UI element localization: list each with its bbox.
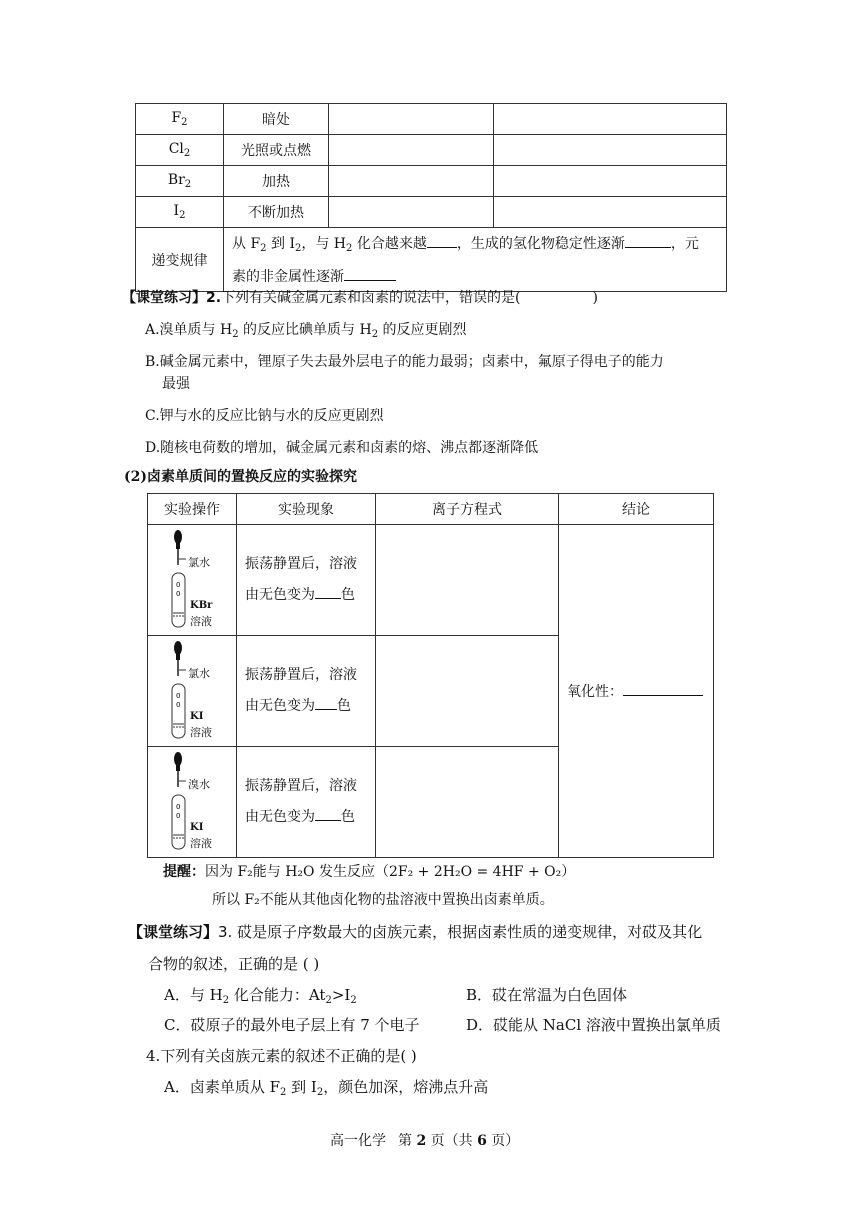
equation-cell (376, 747, 559, 858)
svg-text:0: 0 (176, 590, 181, 598)
solution-label: KBr (190, 600, 213, 611)
reagent-label: 氯水 (188, 556, 210, 569)
option-c: C．砹原子的最外电子层上有 7 个电子 (164, 1016, 420, 1034)
apparatus-cell (148, 525, 237, 636)
element-cell: $F_2$ (136, 104, 224, 135)
option-b: B.碱金属元素中，锂原子失去最外层电子的能力最弱；卤素中，氟原子得电子的能力 (145, 354, 664, 370)
exercise-3-question-cont: 合物的叙述，正确的是 ( ) (148, 955, 320, 973)
answer-blank[interactable] (625, 235, 671, 248)
element-cell: $Cl_2$ (136, 135, 224, 166)
svg-text:0: 0 (176, 692, 181, 700)
law-row (136, 228, 727, 292)
option-d: D.随核电荷数的增加，碱金属元素和卤素的熔、沸点都逐渐降低 (145, 440, 539, 456)
apparatus-cell (148, 747, 237, 858)
empty-cell (494, 104, 727, 135)
answer-blank[interactable] (427, 235, 457, 248)
empty-cell (329, 197, 494, 228)
table-row (136, 166, 727, 197)
option-a: A．卤素单质从 $F_2$ 到 $I_2$，颜色加深，熔沸点升高 (164, 1078, 489, 1098)
empty-cell (329, 104, 494, 135)
element-cell: $I_2$ (136, 197, 224, 228)
exercise-2-question: 【课堂练习】2.下列有关碱金属元素和卤素的说法中，错误的是( ) (122, 290, 598, 306)
apparatus-cell (148, 636, 237, 747)
table-header-row (148, 494, 714, 525)
table-row (136, 197, 727, 228)
empty-cell (494, 197, 727, 228)
phenomenon-cell: 振荡静置后，溶液 由无色变为 色 (237, 636, 376, 747)
equation-cell (376, 525, 559, 636)
solution-label: 溶液 (190, 726, 212, 739)
header-cell: 实验现象 (237, 494, 376, 525)
reagent-label: 氯水 (188, 667, 210, 680)
answer-blank[interactable] (315, 808, 341, 821)
option-d: D．砹能从 NaCl 溶液中置换出氯单质 (466, 1016, 721, 1034)
answer-blank[interactable] (344, 268, 396, 281)
halogen-h2-table (135, 103, 727, 292)
option-b: B．砹在常温为白色固体 (466, 986, 628, 1004)
table-row (136, 104, 727, 135)
equation-cell (376, 636, 559, 747)
option-b-cont: 最强 (162, 376, 190, 392)
svg-text:0: 0 (176, 803, 181, 811)
condition-cell: 不断加热 (224, 197, 329, 228)
solution-label: 溶液 (190, 615, 212, 628)
option-a: A．与 $H_2$ 化合能力：$At_2>I_2$ (164, 986, 357, 1006)
condition-cell: 加热 (224, 166, 329, 197)
law-label: 递变规律 (136, 228, 224, 292)
answer-blank[interactable] (315, 697, 337, 710)
law-text: 从 $F_2$ 到 $I_2$，与 $H_2$ 化合越来越 ，生成的氢化物稳定性逐渐 ，元 素的非金属性逐渐 (224, 228, 727, 292)
header-cell: 结论 (559, 494, 714, 525)
svg-text:0: 0 (176, 812, 181, 820)
solution-label: KI (190, 822, 204, 833)
element-cell: $Br_2$ (136, 166, 224, 197)
table-row (136, 135, 727, 166)
page-footer: 高一化学 第 2 页（共 6 页） (330, 1133, 520, 1149)
option-a: A.溴单质与 $H_2$ 的反应比碘单质与 $H_2$ 的反应更剧烈 (145, 322, 467, 340)
condition-cell: 光照或点燃 (224, 135, 329, 166)
answer-blank[interactable] (315, 586, 341, 599)
solution-label: 溶液 (190, 837, 212, 850)
svg-text:0: 0 (176, 701, 181, 709)
svg-text:0: 0 (176, 581, 181, 589)
empty-cell (329, 135, 494, 166)
empty-cell (329, 166, 494, 197)
table-row (148, 525, 714, 636)
header-cell: 实验操作 (148, 494, 237, 525)
tip-line-1: 提醒：因为 F₂能与 H₂O 发生反应（2F₂ + 2H₂O = 4HF + O₂） (163, 864, 576, 880)
experiment-table (147, 493, 714, 858)
empty-cell (494, 166, 727, 197)
exercise-4-question: 4.下列有关卤族元素的叙述不正确的是( ) (146, 1047, 417, 1065)
condition-cell: 暗处 (224, 104, 329, 135)
header-cell: 离子方程式 (376, 494, 559, 525)
phenomenon-cell: 振荡静置后，溶液 由无色变为 色 (237, 525, 376, 636)
conclusion-cell: 氧化性： (559, 525, 714, 858)
section-title: (2)卤素单质间的置换反应的实验探究 (124, 469, 357, 485)
option-c: C.钾与水的反应比钠与水的反应更剧烈 (145, 408, 384, 424)
solution-label: KI (190, 711, 204, 722)
answer-blank[interactable] (623, 683, 703, 696)
exercise-3-question: 【课堂练习】3. 砹是原子序数最大的卤族元素，根据卤素性质的递变规律，对砹及其化 (128, 923, 703, 941)
empty-cell (494, 135, 727, 166)
tip-line-2: 所以 F₂不能从其他卤化物的盐溶液中置换出卤素单质。 (212, 892, 554, 908)
reagent-label: 溴水 (188, 778, 210, 791)
phenomenon-cell: 振荡静置后，溶液 由无色变为 色 (237, 747, 376, 858)
